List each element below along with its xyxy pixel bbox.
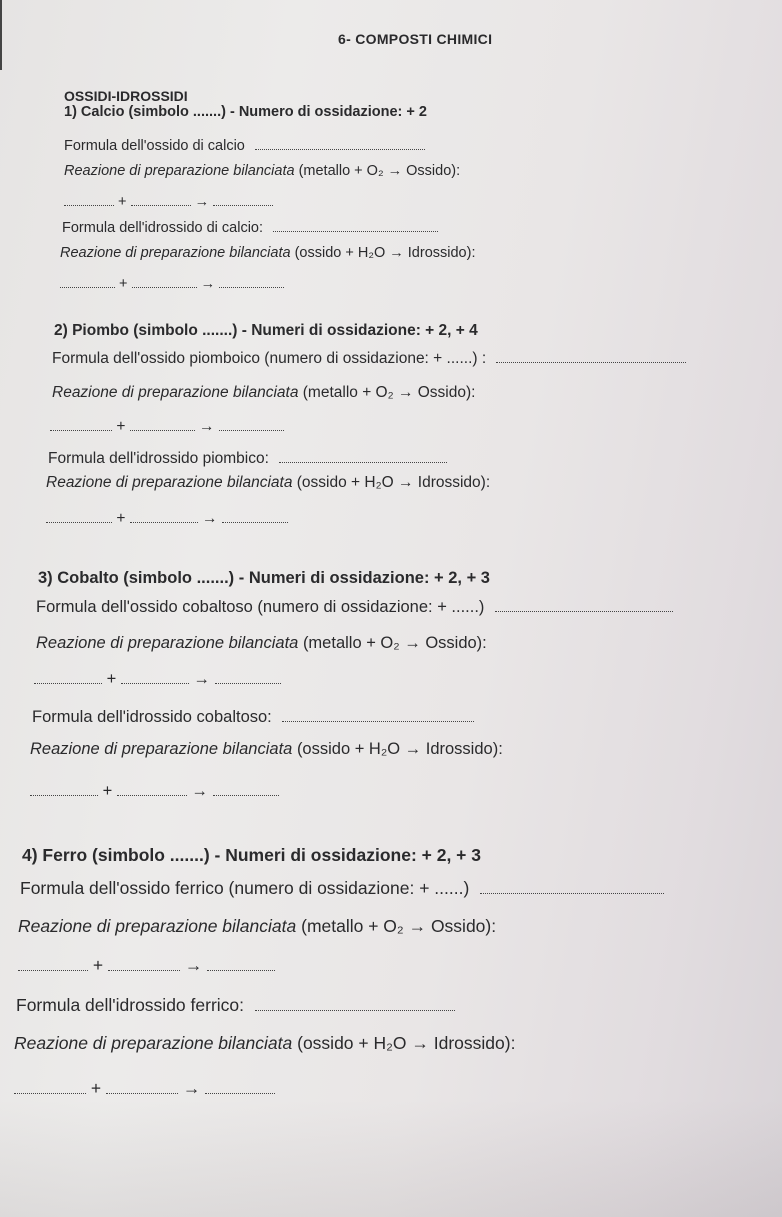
page-edge-mark: [0, 0, 16, 70]
item-1-hydroxide-equation-blank[interactable]: + →: [60, 276, 284, 292]
item-2-hydroxide-equation-blank[interactable]: + →: [46, 510, 288, 528]
item-2-hydroxide-reaction: Reazione di preparazione bilanciata (ossido + H₂O → Idrossido):: [46, 474, 491, 491]
paper-shadow: [0, 1100, 782, 1217]
item-4-oxide-reaction: Reazione di preparazione bilanciata (metallo + O₂ → Ossido):: [18, 916, 497, 936]
section-heading: OSSIDI-IDROSSIDI: [64, 88, 188, 104]
item-2-oxide-equation-blank[interactable]: + →: [50, 418, 284, 436]
item-2-oxide-formula: Formula dell'ossido piomboico (numero di ossidazione: + ......) :: [52, 350, 686, 368]
item-3-oxide-equation-blank[interactable]: + →: [34, 670, 281, 689]
item-3-hydroxide-equation-blank[interactable]: + →: [30, 782, 279, 801]
item-4-oxide-formula: Formula dell'ossido ferrico (numero di ossidazione: + ......): [20, 878, 664, 899]
item-2-hydroxide-answer-blank[interactable]: [279, 461, 447, 463]
item-4-oxide-answer-blank[interactable]: [480, 892, 664, 894]
page-title: 6- COMPOSTI CHIMICI: [338, 31, 493, 47]
item-3-heading: 3) Cobalto (simbolo .......) - Numeri di ossidazione: + 2, + 3: [38, 569, 490, 587]
item-1-heading: 1) Calcio (simbolo .......) - Numero di ossidazione: + 2: [64, 104, 427, 120]
item-1-hydroxide-answer-blank[interactable]: [273, 230, 438, 232]
item-3-oxide-formula: Formula dell'ossido cobaltoso (numero di ossidazione: + ......): [36, 598, 673, 617]
item-3-hydroxide-answer-blank[interactable]: [282, 720, 474, 722]
item-4-hydroxide-equation-blank[interactable]: + →: [14, 1078, 275, 1099]
item-1-oxide-answer-blank[interactable]: [255, 148, 425, 150]
item-1-oxide-formula: Formula dell'ossido di calcio: [64, 138, 425, 154]
item-1-hydroxide-formula: Formula dell'idrossido di calcio:: [62, 220, 438, 236]
item-2-heading: 2) Piombo (simbolo .......) - Numeri di ossidazione: + 2, + 4: [54, 322, 478, 339]
item-1-hydroxide-reaction: Reazione di preparazione bilanciata (ossido + H₂O → Idrossido):: [60, 245, 476, 261]
item-3-oxide-answer-blank[interactable]: [495, 610, 673, 612]
item-2-oxide-reaction: Reazione di preparazione bilanciata (metallo + O₂ → Ossido):: [52, 384, 476, 401]
item-4-oxide-equation-blank[interactable]: + →: [18, 955, 275, 976]
item-3-hydroxide-formula: Formula dell'idrossido cobaltoso:: [32, 708, 474, 727]
item-4-heading: 4) Ferro (simbolo .......) - Numeri di ossidazione: + 2, + 3: [22, 845, 481, 865]
item-3-hydroxide-reaction: Reazione di preparazione bilanciata (ossido + H₂O → Idrossido):: [30, 740, 503, 758]
item-3-oxide-reaction: Reazione di preparazione bilanciata (metallo + O₂ → Ossido):: [36, 634, 487, 652]
item-4-hydroxide-answer-blank[interactable]: [255, 1009, 455, 1011]
item-2-hydroxide-formula: Formula dell'idrossido piombico:: [48, 450, 447, 468]
item-2-oxide-answer-blank[interactable]: [496, 361, 686, 363]
item-4-hydroxide-formula: Formula dell'idrossido ferrico:: [16, 995, 455, 1016]
item-1-oxide-reaction: Reazione di preparazione bilanciata (metallo + O₂ → Ossido):: [64, 163, 461, 179]
item-1-oxide-equation-blank[interactable]: + →: [64, 194, 273, 210]
item-4-hydroxide-reaction: Reazione di preparazione bilanciata (ossido + H₂O → Idrossido):: [14, 1033, 516, 1053]
